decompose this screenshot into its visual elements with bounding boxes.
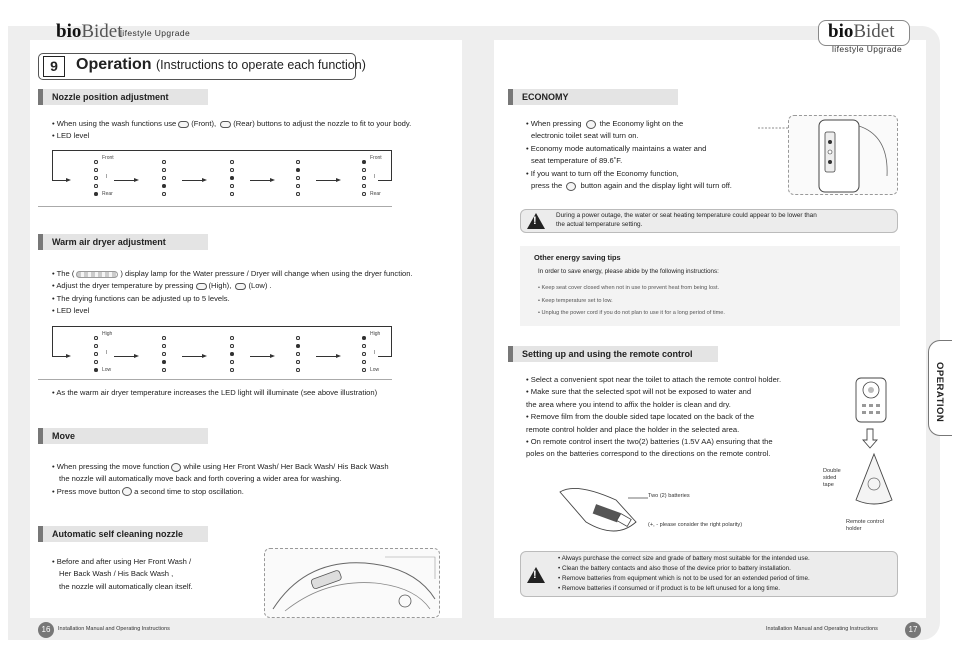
led-dot bbox=[296, 368, 300, 372]
arrow-head-icon bbox=[336, 354, 341, 358]
move-heading: Move bbox=[38, 428, 208, 444]
led-label-bottom: Low bbox=[102, 367, 112, 373]
bracket-line bbox=[52, 326, 53, 356]
tagline-right: lifestyle Upgrade bbox=[832, 44, 903, 54]
tape-caption bbox=[823, 468, 841, 489]
led-label-bottom: Rear bbox=[102, 191, 113, 197]
led-dot bbox=[230, 344, 234, 348]
move-line-1-pre: • When pressing the move function bbox=[52, 462, 170, 471]
section-title-text: Operation bbox=[76, 56, 152, 73]
flow-arrow-line bbox=[182, 180, 202, 181]
led-dot bbox=[362, 336, 366, 340]
tips-title: Other energy saving tips bbox=[534, 253, 621, 262]
dryer-line-3: • The drying functions can be adjusted up to 5 levels. bbox=[52, 293, 230, 303]
caption-leader-line bbox=[628, 494, 650, 502]
dryer-note: • As the warm air dryer temperature increases the LED light will illuminate (see above illustration) bbox=[52, 388, 378, 397]
remote-battery-drawing bbox=[556, 482, 652, 540]
holder-caption-2: holder bbox=[846, 526, 862, 532]
arrow-head-icon bbox=[336, 178, 341, 182]
section-title bbox=[76, 56, 366, 74]
economy-line-6 bbox=[526, 180, 732, 192]
text-line: • Keep seat cover closed when not in use to prevent heat from being lost. bbox=[538, 285, 720, 291]
led-dot bbox=[162, 192, 166, 196]
move-line-1-post: while using Her Front Wash/ Her Back Wash/ His Back Wash bbox=[183, 462, 389, 471]
callout-line bbox=[758, 124, 790, 134]
led-dot bbox=[162, 344, 166, 348]
dryer-line-2 bbox=[52, 280, 413, 292]
page-number-right: 17 bbox=[905, 622, 921, 638]
dryer-text bbox=[52, 268, 413, 318]
flow-arrow-line bbox=[316, 180, 336, 181]
move-text bbox=[52, 461, 389, 498]
bracket-line bbox=[378, 356, 392, 357]
economy-warning-text bbox=[556, 211, 817, 229]
footer-text-left: Installation Manual and Operating Instructions bbox=[58, 626, 170, 632]
economy-warning-line-1: During a power outage, the water or seat heating temperature could appear to be lower than bbox=[556, 212, 817, 219]
arrow-head-icon bbox=[66, 178, 71, 182]
led-dot bbox=[362, 352, 366, 356]
dryer-line-1-pre: • The ( bbox=[52, 269, 75, 278]
move-button-icon bbox=[171, 463, 181, 472]
flow-arrow-line bbox=[316, 356, 336, 357]
led-dot bbox=[94, 168, 98, 172]
tape-caption-1: Double bbox=[823, 468, 841, 474]
led-dot bbox=[94, 176, 98, 180]
led-dot bbox=[94, 352, 98, 356]
economy-button-icon bbox=[566, 182, 576, 191]
flow-arrow-line bbox=[250, 356, 270, 357]
led-dot bbox=[162, 336, 166, 340]
selfclean-line-3: the nozzle will automatically clean itself. bbox=[59, 581, 193, 591]
nozzle-line-1-rear: (Rear) buttons to adjust the nozzle to fit to your body. bbox=[233, 119, 412, 128]
nozzle-heading: Nozzle position adjustment bbox=[38, 89, 208, 105]
led-dot bbox=[296, 192, 300, 196]
text-line: the area where you intend to affix the holder is clean and dry. bbox=[526, 399, 731, 409]
led-label-mid: I bbox=[106, 350, 108, 356]
bracket-line bbox=[52, 150, 53, 180]
section-number: 9 bbox=[43, 56, 65, 77]
holder-caption bbox=[846, 519, 884, 533]
led-dot bbox=[296, 168, 300, 172]
text-line: poles on the batteries correspond to the directions on the remote control. bbox=[526, 449, 771, 459]
led-dot bbox=[362, 344, 366, 348]
led-dot bbox=[362, 360, 366, 364]
tagline-left: lifestyle Upgrade bbox=[120, 28, 191, 38]
led-dot bbox=[94, 344, 98, 348]
divider bbox=[38, 379, 392, 380]
economy-panel-illustration bbox=[788, 115, 898, 195]
nozzle-line-2: • LED level bbox=[52, 131, 90, 141]
dryer-line-2-pre: • Adjust the dryer temperature by pressing bbox=[52, 281, 194, 291]
arrow-head-icon bbox=[134, 354, 139, 358]
move-line-3-post: a second time to stop oscillation. bbox=[134, 486, 244, 496]
economy-heading: ECONOMY bbox=[508, 89, 678, 105]
bracket-line bbox=[391, 326, 392, 356]
bracket-line bbox=[52, 356, 66, 357]
led-dot bbox=[230, 336, 234, 340]
flow-arrow-line bbox=[114, 180, 134, 181]
led-dot bbox=[230, 168, 234, 172]
remote-text bbox=[526, 374, 781, 461]
flow-arrow-line bbox=[182, 356, 202, 357]
dryer-led-diagram bbox=[52, 326, 392, 382]
text-line: • Clean the battery contacts and also those of the device prior to battery installation. bbox=[558, 565, 791, 572]
led-dot bbox=[230, 192, 234, 196]
economy-line-1-pre: • When pressing bbox=[526, 119, 582, 128]
footer-text-right: Installation Manual and Operating Instructions bbox=[766, 626, 878, 632]
logo-bold-text: bio bbox=[828, 21, 854, 42]
tape-caption-3: tape bbox=[823, 482, 834, 488]
text-line: • Remove batteries if consumed or if product is to be left unused for a long time. bbox=[558, 585, 781, 592]
selfclean-heading: Automatic self cleaning nozzle bbox=[38, 526, 208, 542]
selfclean-line-2: Her Back Wash / His Back Wash , bbox=[59, 569, 174, 579]
dryer-line-2-high: (High), bbox=[208, 281, 232, 291]
tips-list bbox=[538, 282, 725, 320]
economy-line-5: • If you want to turn off the Economy function, bbox=[526, 168, 679, 178]
led-dot bbox=[162, 160, 166, 164]
led-label-top: High bbox=[102, 331, 113, 337]
nozzle-line-1-front: (Front), bbox=[191, 119, 217, 128]
led-dot bbox=[296, 160, 300, 164]
tips-intro: In order to save energy, please abide by the following instructions: bbox=[538, 268, 719, 275]
logo-bold-text: bio bbox=[56, 21, 82, 42]
led-dot bbox=[94, 184, 98, 188]
economy-text bbox=[526, 118, 732, 192]
dryer-line-2-low: (Low) . bbox=[248, 281, 272, 291]
led-dot bbox=[230, 160, 234, 164]
economy-button-icon bbox=[586, 120, 596, 129]
led-label-bottom: Rear bbox=[370, 191, 381, 197]
arrow-head-icon bbox=[66, 354, 71, 358]
move-button-icon bbox=[122, 487, 132, 496]
led-label-top: Front bbox=[370, 155, 382, 161]
flow-arrow-line bbox=[114, 356, 134, 357]
high-button-icon bbox=[196, 283, 207, 290]
arrow-head-icon bbox=[202, 178, 207, 182]
seat-panel-drawing bbox=[789, 116, 899, 196]
text-line: • Select a convenient spot near the toilet to attach the remote control holder. bbox=[526, 375, 782, 384]
flow-arrow-line bbox=[250, 180, 270, 181]
batteries-caption: Two (2) batteries bbox=[648, 493, 690, 499]
selfclean-line-1: • Before and after using Her Front Wash / bbox=[52, 557, 192, 566]
led-dot bbox=[94, 368, 98, 372]
led-dot bbox=[94, 336, 98, 340]
led-dot bbox=[296, 184, 300, 188]
display-lamp-icon bbox=[76, 271, 118, 278]
nozzle-text bbox=[52, 118, 411, 143]
led-dot bbox=[230, 368, 234, 372]
bracket-line bbox=[378, 180, 392, 181]
nozzle-cleaning-illustration bbox=[264, 548, 440, 618]
economy-line-1 bbox=[526, 118, 732, 130]
divider bbox=[38, 206, 392, 207]
remote-control-drawing bbox=[852, 376, 892, 424]
economy-warning-line-2: the actual temperature setting. bbox=[556, 221, 643, 228]
led-dot bbox=[362, 192, 366, 196]
bracket-line bbox=[391, 150, 392, 180]
page-number-left: 16 bbox=[38, 622, 54, 638]
text-line: • Make sure that the selected spot will not be exposed to water and bbox=[526, 387, 752, 397]
arrow-head-icon bbox=[270, 178, 275, 182]
brand-logo-right bbox=[828, 21, 895, 43]
led-dot bbox=[362, 176, 366, 180]
nozzle-line-1-pre: • When using the wash functions use bbox=[52, 119, 177, 128]
led-dot bbox=[162, 168, 166, 172]
tape-caption-2: sided bbox=[823, 475, 837, 481]
holder-caption-1: Remote control bbox=[846, 519, 884, 525]
led-label-mid: I bbox=[374, 350, 376, 356]
bracket-line bbox=[52, 326, 392, 327]
text-line: • Remove batteries from equipment which is not to be used for an extended period of time. bbox=[558, 575, 810, 582]
nozzle-line-1 bbox=[52, 118, 411, 130]
move-line-1 bbox=[52, 461, 389, 473]
led-dot bbox=[362, 184, 366, 188]
economy-line-6-pre: press the bbox=[531, 181, 563, 191]
arrow-head-icon bbox=[202, 354, 207, 358]
led-dot bbox=[162, 360, 166, 364]
move-line-3 bbox=[52, 486, 389, 498]
selfclean-text bbox=[52, 556, 193, 593]
text-line: • Unplug the power cord if you do not plan to use it for a long period of time. bbox=[538, 310, 725, 317]
bracket-line bbox=[52, 150, 392, 151]
dryer-heading: Warm air dryer adjustment bbox=[38, 234, 208, 250]
led-dot bbox=[94, 192, 98, 196]
led-dot bbox=[230, 352, 234, 356]
nozzle-led-diagram bbox=[52, 150, 392, 210]
led-dot bbox=[230, 184, 234, 188]
led-dot bbox=[162, 352, 166, 356]
led-label-bottom: Low bbox=[370, 367, 380, 373]
led-dot bbox=[296, 352, 300, 356]
led-label-top: Front bbox=[102, 155, 114, 161]
warning-exclamation-icon: ! bbox=[533, 215, 537, 227]
battery-warning-text bbox=[558, 554, 810, 594]
led-label-mid: I bbox=[106, 174, 108, 180]
led-dot bbox=[162, 368, 166, 372]
polarity-caption: (+, - please consider the right polarity) bbox=[648, 522, 743, 528]
brand-logo-left bbox=[56, 21, 123, 43]
economy-line-3: • Economy mode automatically maintains a water and bbox=[526, 143, 707, 153]
led-dot bbox=[162, 184, 166, 188]
led-dot bbox=[94, 360, 98, 364]
led-label-mid: I bbox=[374, 174, 376, 180]
dryer-line-1-post: ) display lamp for the Water pressure / Dryer will change when using the dryer function. bbox=[120, 269, 413, 278]
led-dot bbox=[362, 160, 366, 164]
economy-line-2: electronic toilet seat will turn on. bbox=[531, 131, 639, 141]
led-dot bbox=[230, 360, 234, 364]
down-arrow-icon bbox=[862, 428, 878, 450]
remote-holder-drawing bbox=[854, 452, 894, 508]
logo-regular-text: Bidet bbox=[853, 21, 895, 42]
warning-exclamation-icon: ! bbox=[533, 569, 537, 581]
led-dot bbox=[296, 336, 300, 340]
led-dot bbox=[296, 176, 300, 180]
led-dot bbox=[162, 176, 166, 180]
text-line: remote control holder and place the holder in the selected area. bbox=[526, 424, 740, 434]
economy-line-4: seat temperature of 89.6˚F. bbox=[531, 156, 623, 166]
move-line-2: the nozzle will automatically move back and forth covering a wider area for washing. bbox=[59, 474, 342, 484]
toilet-nozzle-drawing bbox=[265, 549, 441, 619]
led-dot bbox=[296, 344, 300, 348]
arrow-head-icon bbox=[134, 178, 139, 182]
economy-line-1-post: the Economy light on the bbox=[599, 119, 684, 128]
logo-regular-text: Bidet bbox=[81, 21, 123, 42]
low-button-icon bbox=[235, 283, 246, 290]
arrow-head-icon bbox=[270, 354, 275, 358]
led-dot bbox=[94, 160, 98, 164]
rear-button-icon bbox=[220, 121, 231, 128]
dryer-line-1 bbox=[52, 268, 413, 280]
text-line: • Always purchase the correct size and grade of battery most suitable for the intended use. bbox=[558, 555, 810, 562]
led-label-top: High bbox=[370, 331, 381, 337]
led-dot bbox=[230, 176, 234, 180]
text-line: • On remote control insert the two(2) batteries (1.5V AA) ensuring that the bbox=[526, 437, 773, 447]
side-tab-label: OPERATION bbox=[934, 362, 945, 423]
move-line-3-pre: • Press move button bbox=[52, 486, 121, 496]
led-dot bbox=[296, 360, 300, 364]
led-dot bbox=[362, 368, 366, 372]
section-subtitle: (Instructions to operate each function) bbox=[156, 58, 366, 72]
dryer-line-4: • LED level bbox=[52, 306, 90, 316]
text-line: • Remove film from the double sided tape located on the back of the bbox=[526, 412, 755, 422]
front-button-icon bbox=[178, 121, 189, 128]
remote-heading: Setting up and using the remote control bbox=[508, 346, 718, 362]
economy-line-6-post: button again and the display light will turn off. bbox=[580, 181, 732, 191]
led-dot bbox=[362, 168, 366, 172]
bracket-line bbox=[52, 180, 66, 181]
text-line: • Keep temperature set to low. bbox=[538, 297, 613, 304]
